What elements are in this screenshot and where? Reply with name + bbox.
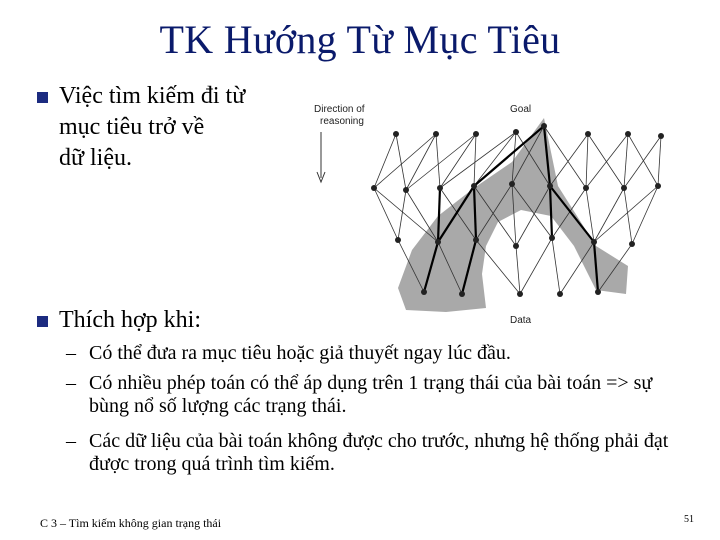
network-node [547, 183, 553, 189]
network-node [591, 239, 597, 245]
bullet-square-icon [37, 316, 48, 327]
bullet-2-text: Thích hợp khi: [59, 307, 202, 333]
network-node [473, 237, 479, 243]
data-label: Data [510, 315, 532, 326]
network-edge [374, 188, 398, 240]
network-node [549, 235, 555, 241]
network-node [583, 185, 589, 191]
network-edge [374, 134, 396, 188]
network-edge [374, 134, 436, 188]
network-node [513, 243, 519, 249]
network-node [557, 291, 563, 297]
network-edge [586, 134, 628, 188]
network-node [541, 123, 547, 129]
network-edge [632, 186, 658, 244]
network-edge [436, 134, 440, 188]
network-edge [374, 188, 438, 242]
goal-label: Goal [510, 104, 532, 115]
network-edge [520, 238, 552, 294]
slide-title: TK Hướng Từ Mục Tiêu [159, 17, 561, 62]
bullet-1-line-3: dữ liệu. [59, 145, 132, 171]
sub-bullet-dash: – [66, 342, 76, 364]
footer-text: C 3 – Tìm kiếm không gian trạng thái [40, 516, 222, 530]
network-node [433, 131, 439, 137]
bullet-square-icon [37, 92, 48, 103]
network-edge [550, 134, 588, 186]
network-edge [594, 186, 658, 242]
sub-bullet-dash: – [66, 372, 76, 394]
network-node [621, 185, 627, 191]
network-edge [552, 238, 560, 294]
sub-bullet-text: Các dữ liệu của bài toán không được cho trước, nhưng hệ thống phải đạt được trong quá trình tìm kiếm. [89, 430, 669, 475]
network-edge [586, 134, 588, 188]
sub-bullet-1 [66, 342, 686, 365]
network-edge [658, 136, 661, 186]
network-node [371, 185, 377, 191]
network-node [595, 289, 601, 295]
sub-bullet-dash: – [66, 430, 76, 452]
network-edge [628, 134, 658, 186]
network-edge [624, 136, 661, 188]
network-node [459, 291, 465, 297]
network-node [625, 131, 631, 137]
network-node [395, 237, 401, 243]
search-region-shading [398, 118, 628, 312]
sub-bullet-3 [66, 430, 686, 476]
network-edge [588, 134, 624, 188]
network-edge [398, 190, 406, 240]
direction-label-line-2: reasoning [320, 116, 364, 127]
network-node [437, 185, 443, 191]
direction-label-line-1: Direction of [314, 104, 365, 115]
network-node [421, 289, 427, 295]
network-edge [624, 188, 632, 244]
sub-bullet-text: Có nhiều phép toán có thể áp dụng trên 1 trạng thái của bài toán => sự bùng nổ số lượng các trạng thái. [89, 372, 653, 417]
network-edge [440, 134, 476, 188]
sub-bullet-2 [66, 372, 686, 418]
goal-directed-search-diagram [306, 96, 706, 336]
bullet-1-text [59, 81, 299, 174]
network-node [435, 239, 441, 245]
page-number: 51 [684, 514, 694, 525]
network-edge [406, 134, 476, 190]
network-node [393, 131, 399, 137]
network-node [517, 291, 523, 297]
network-edge [624, 134, 628, 188]
network-node [585, 131, 591, 137]
network-node [513, 129, 519, 135]
network-edge [396, 134, 406, 190]
network-node [403, 187, 409, 193]
network-node [509, 181, 515, 187]
network-node [471, 183, 477, 189]
network-node [658, 133, 664, 139]
network-node [473, 131, 479, 137]
network-edge [406, 190, 438, 242]
network-edge [516, 246, 520, 294]
network-edge [594, 188, 624, 242]
bullet-1-line-1: Việc tìm kiếm đi từ [59, 83, 246, 109]
network-node [655, 183, 661, 189]
bullet-1-line-2: mục tiêu trở về [59, 114, 205, 140]
network-node [629, 241, 635, 247]
network-edge [406, 134, 436, 190]
network-edge [474, 134, 476, 186]
sub-bullet-text: Có thể đưa ra mục tiêu hoặc giả thuyết ngay lúc đầu. [89, 342, 511, 364]
